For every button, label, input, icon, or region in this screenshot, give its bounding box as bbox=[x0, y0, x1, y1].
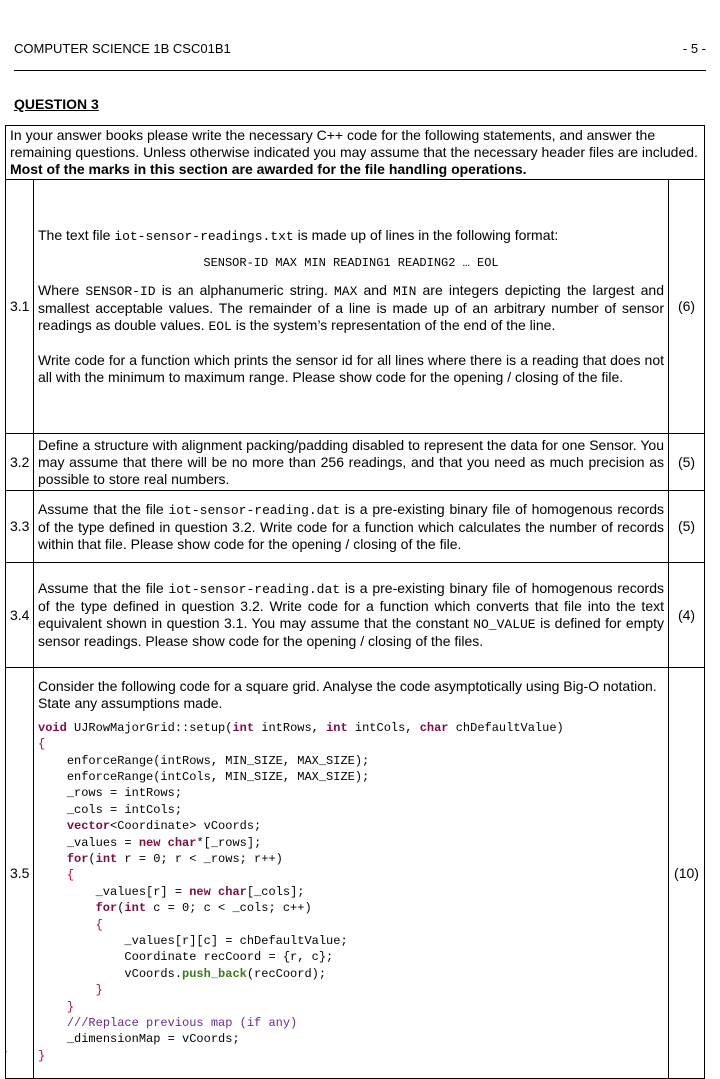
format-line: SENSOR-ID MAX MIN READING1 READING2 … EOL bbox=[203, 256, 499, 270]
page-header bbox=[14, 38, 706, 60]
header-rule bbox=[14, 70, 706, 71]
code-token: NO_VALUE bbox=[473, 617, 536, 632]
question-title: QUESTION 3 bbox=[14, 96, 99, 112]
question-body: Define a structure with alignment packing/padding disabled to represent the data for one Sensor. You may assume that there will be no more than 256 readings, and that you need as much precision as possible to store real numbers. bbox=[34, 434, 669, 491]
question-table bbox=[5, 125, 705, 1079]
code-token: EOL bbox=[208, 319, 232, 334]
q34-text: is defined for empty sensor readings. Please show code for the opening / closing of the files. bbox=[38, 615, 664, 649]
file-name: iot-sensor-reading.dat bbox=[168, 582, 341, 597]
question-number: 3.2 bbox=[6, 434, 34, 491]
intro-bold: Most of the marks in this section are awarded for the file handling operations. bbox=[10, 161, 527, 177]
question-row-3-5 bbox=[6, 668, 705, 1079]
q33-text: Assume that the file bbox=[38, 500, 169, 517]
q31-text: are integers depicting the largest and smallest acceptable values. The remainder of a line is made up of an arbitrary number of sensor readings as double values. bbox=[38, 282, 665, 333]
code-token: SENSOR-ID bbox=[85, 284, 156, 299]
q31-instruction: Write code for a function which prints the sensor id for all lines where there is a reading that does not all with the minimum to maximum range. Please show code for the opening / closing of the file. bbox=[38, 352, 664, 385]
course-title: COMPUTER SCIENCE 1B CSC01B1 bbox=[14, 41, 231, 56]
question-body bbox=[34, 563, 669, 668]
intro-row bbox=[6, 126, 705, 180]
file-name: iot-sensor-readings.txt bbox=[114, 229, 294, 244]
q31-text: and bbox=[357, 282, 393, 298]
question-number: 3.5 bbox=[6, 668, 34, 1079]
code-block: void UJRowMajorGrid::setup(int intRows, int intCols, char chDefaultValue) { enforceRange(intRows, MIN_SIZE, MAX_SIZE); enforceRange(intCols, MIN_SIZE, MAX_SIZE); _rows = intRows; _cols = intCols; vector<Coordinate> vCoords; _values = new char*[_rows]; for(int r = 0; r < _rows; r++) { _values[r] = new char[_cols]; for(int c = 0; c < _cols; c++) { _values[r][c] = chDefaultValue; Coordinate recCoord = {r, c}; vCoords.push_back(recCoord); } } ///Replace previous map (if any) _dimensionMap = vCoords; } bbox=[38, 720, 564, 1063]
code-token: MIN bbox=[393, 284, 417, 299]
intro-text: In your answer books please write the necessary C++ code for the following statements, and answer the remaining questions. Unless otherwise indicated you may assume that the necessary header files are included. bbox=[10, 127, 698, 160]
code-token: MAX bbox=[334, 284, 358, 299]
question-marks: (4) bbox=[669, 563, 705, 668]
question-body bbox=[34, 668, 669, 1079]
question-number: 3.3 bbox=[6, 491, 34, 563]
q31-text: is made up of lines in the following format: bbox=[293, 227, 559, 243]
question-marks: (6) bbox=[669, 180, 705, 434]
question-marks: (10) bbox=[669, 668, 705, 1079]
q31-text: is an alphanumeric string. bbox=[155, 282, 334, 298]
q34-text: is a pre-existing binary file of homogenous records of the type defined in question 3.2. Write code for a function which converts that file into the text equivalent shown in question 3.1. You may assume that the constant bbox=[38, 580, 665, 631]
q34-text: Assume that the file bbox=[38, 580, 169, 596]
question-row-3-3 bbox=[6, 491, 705, 563]
q31-text: Where bbox=[38, 282, 86, 298]
question-row-3-1 bbox=[6, 180, 705, 434]
question-marks: (5) bbox=[669, 434, 705, 491]
question-body bbox=[34, 180, 669, 434]
question-row-3-4 bbox=[6, 563, 705, 668]
question-number: 3.4 bbox=[6, 563, 34, 668]
q35-prompt: Consider the following code for a square grid. Analyse the code asymptotically using Big-O notation. State any assumptions made. bbox=[38, 677, 657, 711]
q31-text: is the system’s representation of the end of the line. bbox=[231, 317, 556, 333]
file-name: iot-sensor-reading.dat bbox=[168, 502, 341, 518]
page-number: - 5 - bbox=[682, 41, 706, 56]
question-number: 3.1 bbox=[6, 180, 34, 434]
footer-mark: . bbox=[4, 1040, 8, 1055]
question-marks: (5) bbox=[669, 491, 705, 563]
q33-text: is a pre-existing binary file of homogenous records of the type defined in question 3.2. Write code for a function which calculates the number of records within that file. Please show code for the opening / closing of the file. bbox=[38, 500, 665, 552]
intro-cell bbox=[6, 126, 705, 180]
q31-text: The text file bbox=[38, 227, 115, 243]
question-row-3-2 bbox=[6, 434, 705, 491]
question-body bbox=[34, 491, 669, 563]
